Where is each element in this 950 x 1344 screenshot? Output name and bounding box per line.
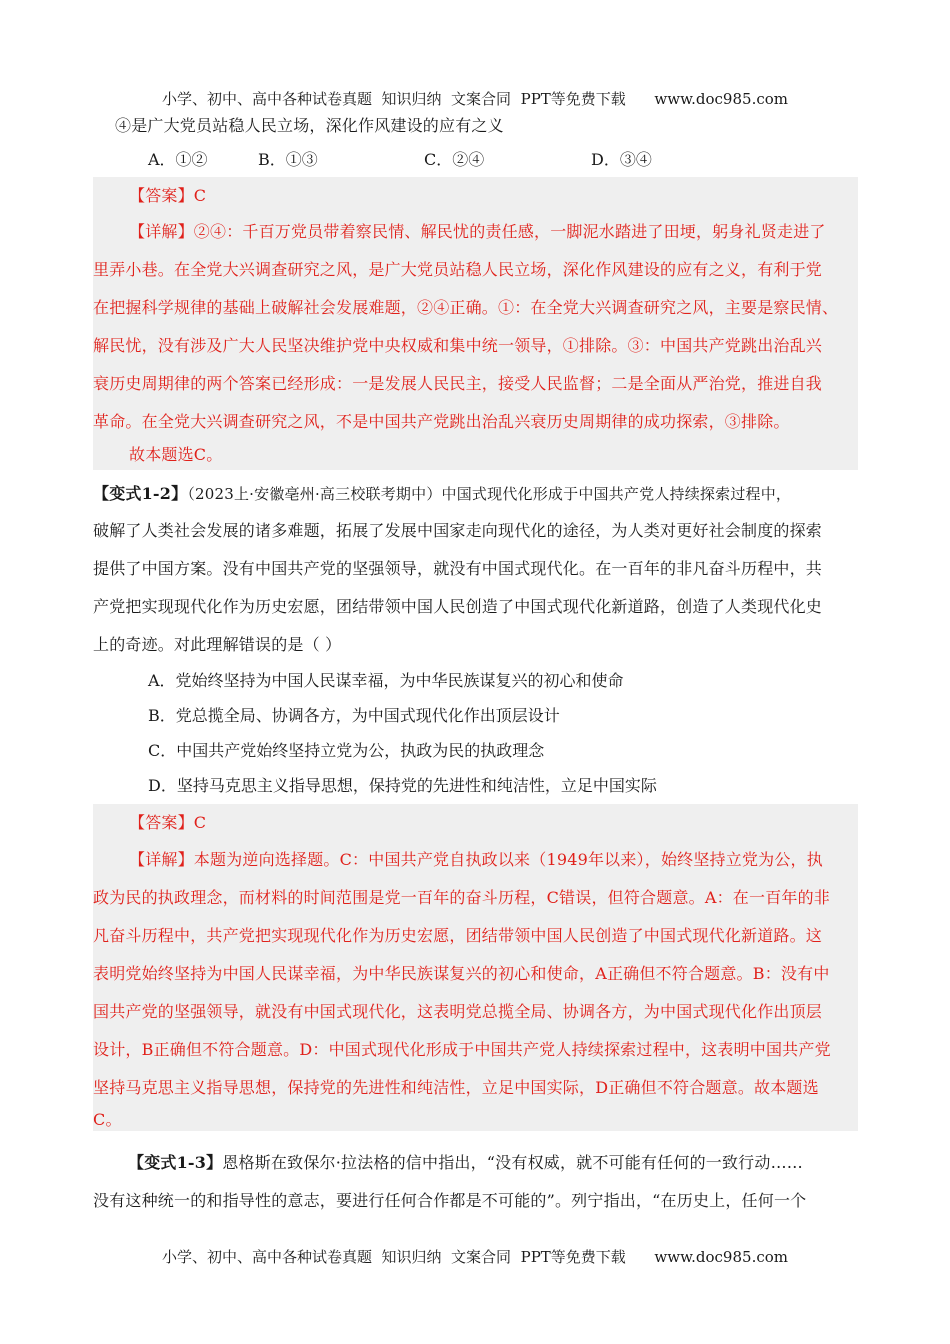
- q1-stem-tail: ④是广大党员站稳人民立场，深化作风建设的应有之义: [115, 116, 504, 135]
- q2-detail-line: 政为民的执政理念，而材料的时间范围是党一百年的奋斗历程，C错误，但符合题意。A：在一百年的非: [93, 888, 830, 907]
- q2-detail-line: 【详解】本题为逆向选择题。C：中国共产党自执政以来（1949年以来），始终坚持立党为公，执: [129, 850, 823, 869]
- q2-detail-line: 凡奋斗历程中，共产党把实现现代化作为历史宏愿，团结带领中国人民创造了中国式现代化新道路。这: [93, 926, 823, 945]
- q2-stem-line: 提供了中国方案。没有中国共产党的坚强领导，就没有中国式现代化。在一百年的非凡奋斗历程中，共: [93, 559, 823, 578]
- q1-detail-line: 【详解】②④：千百万党员带着察民情、解民忧的责任感，一脚泥水踏进了田埂，躬身礼贤走进了: [129, 222, 826, 241]
- q3-tag: 【变式1-3】: [128, 1153, 223, 1172]
- q2-detail-line: 设计，B正确但不符合题意。D：中国式现代化形成于中国共产党人持续探索过程中，这表明中国共产党: [93, 1040, 831, 1059]
- q1-option-c: C．②④: [424, 150, 485, 169]
- q2-option-b: B．党总揽全局、协调各方，为中国式现代化作出顶层设计: [148, 706, 560, 725]
- q2-detail-line: C。: [93, 1110, 122, 1129]
- q2-option-a: A．党始终坚持为中国人民谋幸福，为中华民族谋复兴的初心和使命: [148, 671, 624, 690]
- page-footer: 小学、初中、高中各种试卷真题 知识归纳 文案合同 PPT等免费下载 www.doc985.com: [161, 1248, 788, 1266]
- q1-answer: 【答案】C: [129, 186, 207, 205]
- q2-option-c: C．中国共产党始终坚持立党为公，执政为民的执政理念: [148, 741, 545, 760]
- q2-detail-line: 坚持马克思主义指导思想，保持党的先进性和纯洁性，立足中国实际，D正确但不符合题意。故本题选: [93, 1078, 819, 1097]
- q2-option-d: D．坚持马克思主义指导思想，保持党的先进性和纯洁性，立足中国实际: [148, 776, 657, 795]
- q1-detail-line: 里弄小巷。在全党大兴调查研究之风，是广大党员站稳人民立场，深化作风建设的应有之义，有利于党: [93, 260, 823, 279]
- page-header: 小学、初中、高中各种试卷真题 知识归纳 文案合同 PPT等免费下载 www.doc985.com: [161, 90, 788, 108]
- q2-detail-line: 表明党始终坚持为中国人民谋幸福，为中华民族谋复兴的初心和使命，A正确但不符合题意。B：没有中: [93, 964, 830, 983]
- q1-detail-line: 革命。在全党大兴调查研究之风，不是中国共产党跳出治乱兴衰历史周期律的成功探索，③排除。: [93, 412, 790, 431]
- q1-answer-box: [93, 177, 858, 470]
- q2-first-line: [93, 481, 858, 504]
- q1-detail-line: 在把握科学规律的基础上破解社会发展难题，②④正确。①：在全党大兴调查研究之风，主要是察民情、: [93, 298, 839, 317]
- q2-detail-line: 国共产党的坚强领导，就没有中国式现代化，这表明党总揽全局、协调各方，为中国式现代化作出顶层: [93, 1002, 823, 1021]
- q1-detail-line: 解民忧，没有涉及广大人民坚决维护党中央权威和集中统一领导，①排除。③：中国共产党跳出治乱兴: [93, 336, 823, 355]
- q1-option-b: B．①③: [258, 150, 318, 169]
- q1-option-d: D．③④: [591, 150, 652, 169]
- q1-detail-line: 衰历史周期律的两个答案已经形成：一是发展人民民主，接受人民监督；二是全面从严治党，推进自我: [93, 374, 823, 393]
- q2-tag: 【变式1-2】: [93, 484, 188, 503]
- q2-source: （2023上·安徽亳州·高三校联考期中）中国式现代化形成于中国共产党人持续探索过程中，: [187, 485, 792, 503]
- q2-answer: 【答案】C: [129, 813, 207, 832]
- q3-text: 恩格斯在致保尔·拉法格的信中指出，“没有权威，就不可能有任何的一致行动……: [222, 1153, 803, 1172]
- q2-answer-box: [93, 804, 858, 1131]
- q2-stem-line: 破解了人类社会发展的诸多难题，拓展了发展中国家走向现代化的途径，为人类对更好社会制度的探索: [93, 521, 823, 540]
- q2-stem-line: 上的奇迹。对此理解错误的是（ ）: [93, 635, 342, 654]
- q2-stem-line: 产党把实现现代化作为历史宏愿，团结带领中国人民创造了中国式现代化新道路，创造了人类现代化史: [93, 597, 823, 616]
- q3-first-line: [128, 1150, 858, 1173]
- q1-conclusion: 故本题选C。: [129, 445, 223, 464]
- q3-second-line: 没有这种统一的和指导性的意志，要进行任何合作都是不可能的”。列宁指出，“在历史上，任何一个: [93, 1191, 807, 1210]
- q1-option-a: A．①②: [148, 150, 208, 169]
